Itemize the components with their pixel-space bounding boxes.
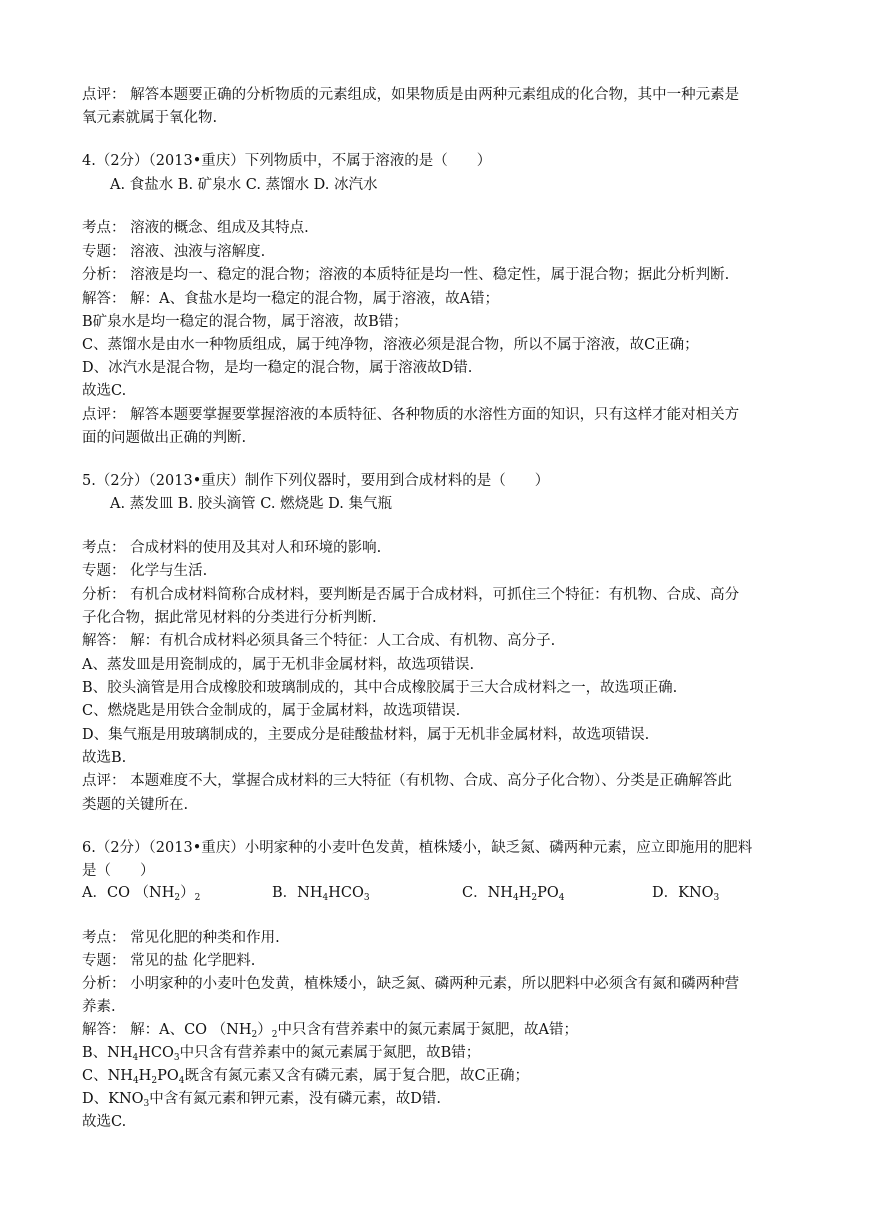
q4-jieda-line-1: 解答： 解：A、食盐水是均一稳定的混合物，属于溶液，故A错； (82, 291, 500, 307)
q6-fenxi-line-2: 养素. (82, 999, 116, 1015)
q6-zhuanti: 专题： 常见的盐 化学肥料. (82, 953, 256, 969)
q4-zhuanti: 专题： 溶液、浊液与溶解度. (82, 244, 266, 260)
q6-jieda-line-4: D、$KNO_3$中含有氮元素和钾元素，没有磷元素，故D错. (82, 1091, 442, 1109)
q4-dianping-line-2: 面的问题做出正确的判断. (82, 430, 247, 446)
q5-fenxi-line-1: 分析： 有机合成材料简称合成材料，要判断是否属于合成材料，可抓住三个特征：有机物、合成、高分 (82, 587, 740, 603)
q5-jieda-line-4: C、燃烧匙是用铁合金制成的，属于金属材料，故选项错误. (82, 703, 461, 719)
q6-option-b: B．$NH_4HCO_3$ (272, 885, 370, 903)
q4-jieda-line-4: D、冰汽水是混合物，是均一稳定的混合物，属于溶液故D错. (82, 360, 473, 376)
q5-jieda-line-3: B、胶头滴管是用合成橡胶和玻璃制成的，其中合成橡胶属于三大合成材料之一，故选项正确. (82, 680, 678, 696)
q4-dianping-line-1: 点评： 解答本题要掌握要掌握溶液的本质特征、各种物质的水溶性方面的知识，只有这样才能对相关方 (82, 407, 740, 423)
q4-fenxi: 分析： 溶液是均一、稳定的混合物；溶液的本质特征是均一性、稳定性，属于混合物；据此分析判断. (82, 267, 730, 283)
q6-kaodian: 考点： 常见化肥的种类和作用. (82, 930, 280, 946)
q6-fenxi-line-1: 分析： 小明家种的小麦叶色发黄，植株矮小，缺乏氮、磷两种元素，所以肥料中必须含有氮和磷两种营 (82, 976, 740, 992)
q6-option-c: C．$NH_4H_2PO_4$ (462, 885, 565, 903)
q6-answer: 故选C. (82, 1114, 127, 1130)
q6-jieda-line-3: C、$NH_4H_2PO_4$既含有氮元素又含有磷元素，属于复合肥，故C正确； (82, 1068, 530, 1086)
q6-jieda-line-1: 解答： 解：A、CO $(NH_2)_2$中只含有营养素中的氮元素属于氮肥，故A错； (82, 1022, 578, 1040)
q6-option-a: A．CO $(NH_2)_2$ (82, 885, 201, 903)
q5-answer: 故选B. (82, 750, 127, 766)
q4-stem: 4.（2分）（2013•重庆）下列物质中，不属于溶液的是（ ） (82, 153, 492, 169)
q3-comment-line-1: 点评： 解答本题要正确的分析物质的元素组成，如果物质是由两种元素组成的化合物，其中一种元素是 (82, 87, 740, 103)
q4-jieda-line-2: B矿泉水是均一稳定的混合物，属于溶液，故B错； (82, 314, 408, 330)
q5-stem: 5.（2分）（2013•重庆）制作下列仪器时，要用到合成材料的是（ ） (82, 473, 550, 489)
q5-fenxi-line-2: 子化合物，据此常见材料的分类进行分析判断. (82, 610, 377, 626)
q4-kaodian: 考点： 溶液的概念、组成及其特点. (82, 220, 309, 236)
q5-zhuanti: 专题： 化学与生活. (82, 563, 208, 579)
q5-kaodian: 考点： 合成材料的使用及其对人和环境的影响. (82, 540, 382, 556)
q6-option-d: D．$KNO_3$ (652, 885, 720, 903)
q5-dianping-line-1: 点评： 本题难度不大，掌握合成材料的三大特征（有机物、合成、高分子化合物）、分类是正确解答此 (82, 773, 732, 789)
q6-stem-line-1: 6.（2分）（2013•重庆）小明家种的小麦叶色发黄，植株矮小，缺乏氮、磷两种元素，应立即施用的肥料 (82, 840, 753, 856)
q5-jieda-line-2: A、蒸发皿是用瓷制成的，属于无机非金属材料，故选项错误. (82, 657, 475, 673)
q4-jieda-line-3: C、蒸馏水是由水一种物质组成，属于纯净物，溶液必须是混合物，所以不属于溶液，故C正确； (82, 337, 699, 353)
q6-stem-line-2: 是（ ） (82, 863, 155, 879)
q6-jieda-line-2: B、$NH_4HCO_3$中只含有营养素中的氮元素属于氮肥，故B错； (82, 1045, 481, 1063)
q4-options: A. 食盐水 B. 矿泉水 C. 蒸馏水 D. 冰汽水 (110, 177, 378, 193)
q5-jieda-line-1: 解答： 解：有机合成材料必须具备三个特征：人工合成、有机物、高分子. (82, 633, 556, 649)
q5-jieda-line-5: D、集气瓶是用玻璃制成的，主要成分是硅酸盐材料，属于无机非金属材料，故选项错误. (82, 727, 650, 743)
q4-answer: 故选C. (82, 383, 127, 399)
q5-dianping-line-2: 类题的关键所在. (82, 797, 189, 813)
q3-comment-line-2: 氧元素就属于氧化物. (82, 110, 218, 126)
q5-options: A. 蒸发皿 B. 胶头滴管 C. 燃烧匙 D. 集气瓶 (110, 496, 393, 512)
